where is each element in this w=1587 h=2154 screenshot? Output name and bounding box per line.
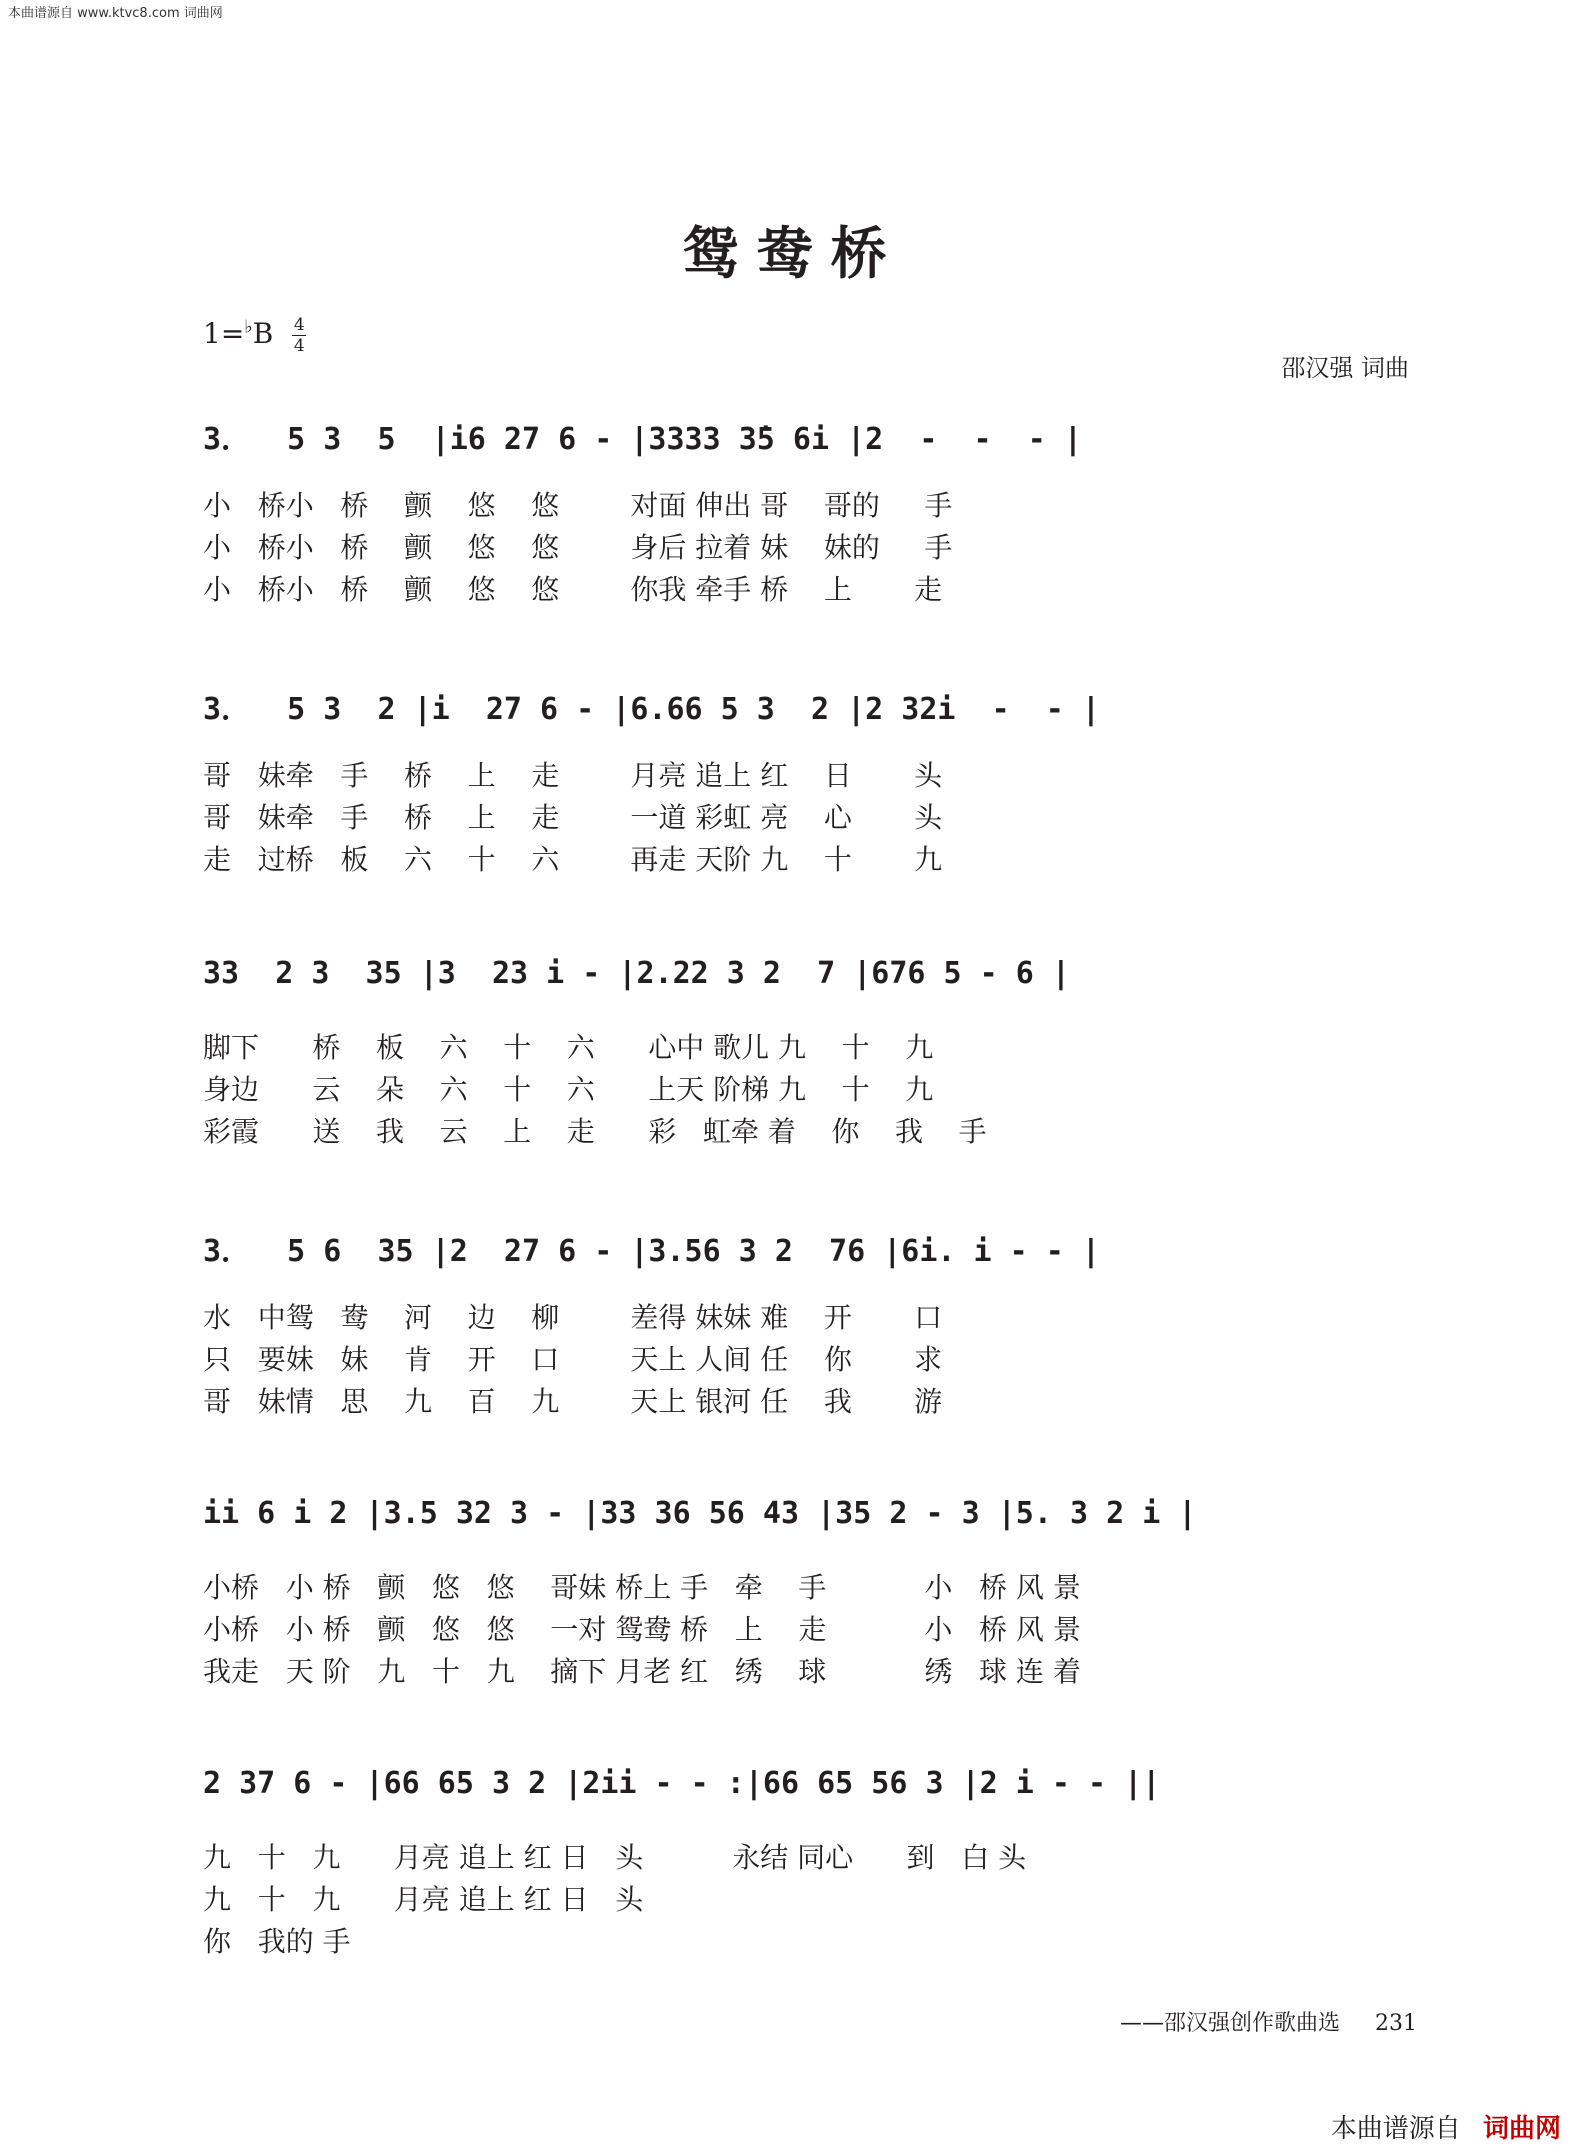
notes-line: ii 6 i 2 |3.5 32 3 - |33 36 56 43 |35 2 - 3 |5. 3 2 i | [203,1496,1197,1531]
notes-line: 33 2 3 35 |3 23 i - |2.22 3 2 7 |676 5 - 6 | [203,956,1070,991]
lyric-verse-1: 小桥 小 桥 颤 悠 悠 哥妹 桥上 手 牵 手 小 桥 风 景 [203,1571,1081,1604]
lyric-verse-1: 哥 妹牵 手 桥 上 走 月亮 追上 红 日 头 [203,759,943,792]
collection-name: ——邵汉强创作歌曲选 [1119,2011,1340,2036]
lyric-verse-3: 我走 天 阶 九 十 九 摘下 月老 红 绣 球 绣 球 连 着 [203,1655,1081,1688]
page-number: 231 [1375,2011,1417,2036]
key-prefix: 1= [203,317,245,350]
lyric-verse-2: 身边 云 朵 六 十 六 上天 阶梯 九 十 九 [203,1073,934,1106]
song-title: 鸳鸯桥 [682,221,905,287]
notes-line: 3． 5 6 35 |2 27 6 - |3.56 3 2 76 |6i. i - - | [203,1234,1100,1269]
lyric-verse-2: 小 桥小 桥 颤 悠 悠 身后 拉着 妹 妹的 手 [203,531,953,564]
lyric-verse-1: 脚下 桥 板 六 十 六 心中 歌儿 九 十 九 [203,1031,934,1064]
composer-credit: 邵汉强 词曲 [1281,354,1409,382]
source-header: 本曲谱源自 www.ktvc8.com 词曲网 [8,6,223,21]
notes-line: 3． 5 3 2 |i 27 6 - |6.66 5 3 2 |2 32i - - | [203,692,1100,727]
lyric-verse-1: 九 十 九 月亮 追上 红 日 头 永结 同心 到 白 头 [203,1841,1027,1874]
flat-sign: ♭ [244,316,253,338]
lyric-verse-2: 哥 妹牵 手 桥 上 走 一道 彩虹 亮 心 头 [203,801,943,834]
time-top: 4 [293,315,305,335]
lyric-verse-1: 小 桥小 桥 颤 悠 悠 对面 伸出 哥 哥的 手 [203,489,953,522]
lyric-verse-3: 小 桥小 桥 颤 悠 悠 你我 牵手 桥 上 走 [203,573,943,606]
notes-line: 2 37 6 - |66 65 3 2 |2ii - - :|66 65 56 3 |2 i - - || [203,1766,1161,1801]
key-note: B [252,317,274,350]
lyric-verse-2: 小桥 小 桥 颤 悠 悠 一对 鸳鸯 桥 上 走 小 桥 风 景 [203,1613,1081,1646]
source-text: 本曲谱源自 [1330,2114,1461,2144]
lyric-verse-2: 九 十 九 月亮 追上 红 日 头 [203,1883,644,1916]
site-name: 词曲网 [1482,2114,1561,2144]
key-signature [203,316,306,355]
time-signature [292,316,306,355]
lyric-verse-3: 你 我的 手 [203,1925,351,1958]
page-footer [1120,2006,1417,2037]
lyric-verse-2: 只 要妹 妹 肯 开 口 天上 人间 任 你 求 [203,1343,943,1376]
source-logo [1331,2108,1561,2145]
lyric-verse-3: 哥 妹情 思 九 百 九 天上 银河 任 我 游 [203,1385,943,1418]
notes-line: 3． 5 3 5 |i6 27 6 - |3333 3̇5 6i |2 - - - | [203,422,1082,457]
lyric-verse-3: 走 过桥 板 六 十 六 再走 天阶 九 十 九 [203,843,943,876]
time-bottom: 4 [293,336,305,356]
lyric-verse-1: 水 中鸳 鸯 河 边 柳 差得 妹妹 难 开 口 [203,1301,943,1334]
lyric-verse-3: 彩霞 送 我 云 上 走 彩 虹牵 着 你 我 手 [203,1115,987,1148]
